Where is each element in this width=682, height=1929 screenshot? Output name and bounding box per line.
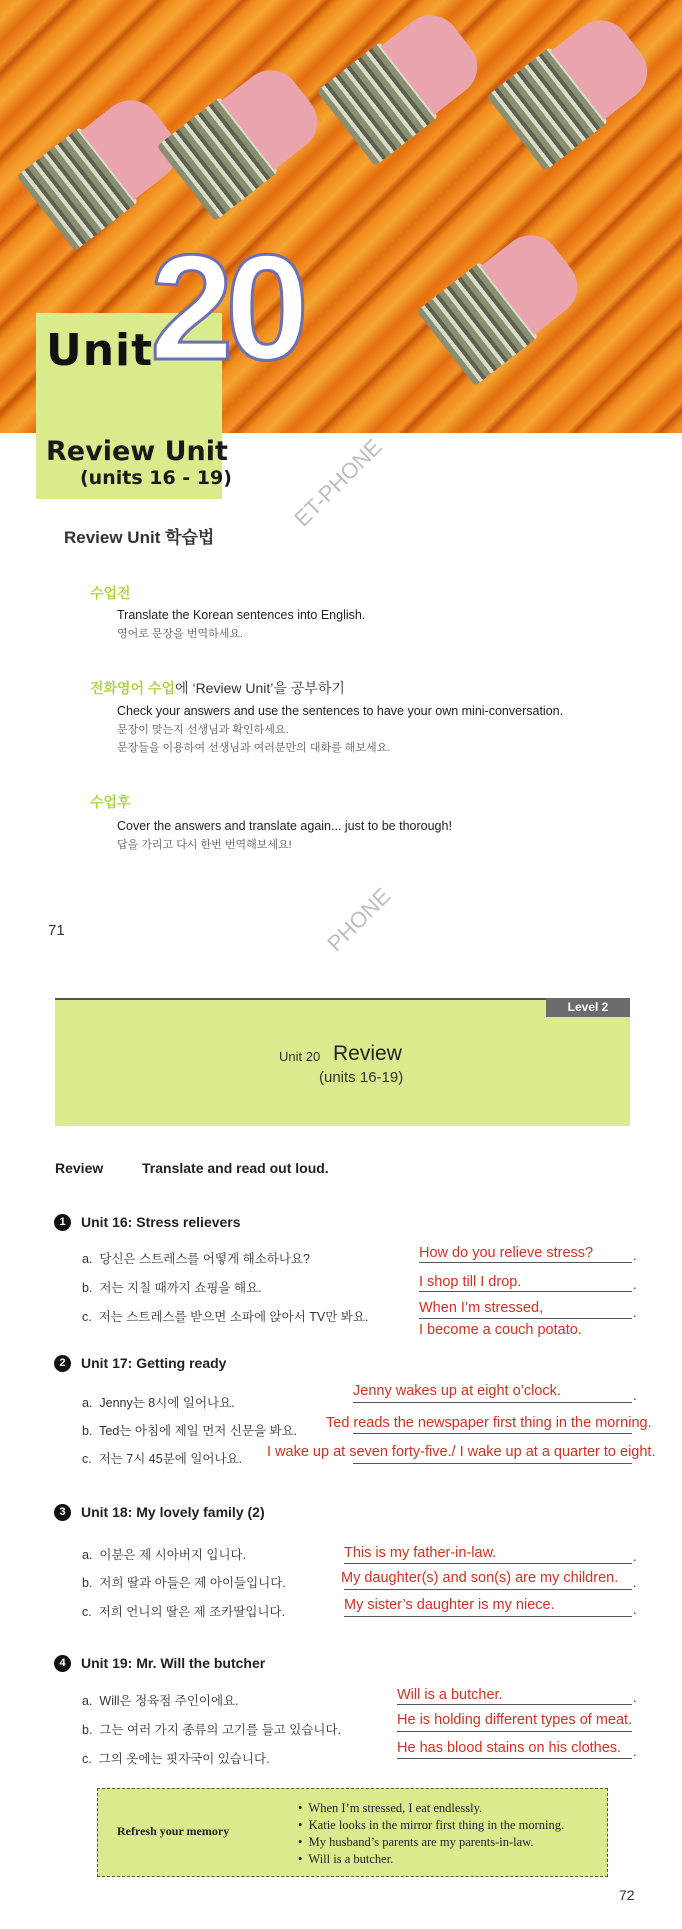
section-title: Unit 16: Stress relievers [81, 1214, 241, 1230]
answer: Will is a butcher. [397, 1687, 503, 1703]
section-title: Unit 19: Mr. Will the butcher [81, 1655, 266, 1671]
question-letter: c. [82, 1605, 92, 1619]
review-instruction: Translate and read out loud. [142, 1160, 329, 1176]
question [82, 1249, 310, 1267]
question [82, 1393, 235, 1411]
question-korean: Will은 정육점 주인이에요. [99, 1694, 239, 1708]
step-heading-before [90, 583, 131, 603]
step-instruction-ko: 문장들을 이용하여 선생님과 여러분만의 대화를 해보세요. [117, 742, 391, 754]
question-letter: a. [82, 1396, 93, 1410]
question-korean: 그의 옷에는 핏자국이 있습니다. [98, 1752, 270, 1766]
answer-period: . [633, 1305, 637, 1320]
review-label: Review [55, 1160, 104, 1176]
refresh-item: • When I’m stressed, I eat endlessly. [298, 1801, 483, 1815]
question-letter: b. [82, 1723, 93, 1737]
answer: I become a couch potato. [419, 1322, 582, 1338]
question [82, 1307, 368, 1325]
watermark: PHONE [322, 883, 396, 957]
answer: My sister’s daughter is my niece. [344, 1597, 555, 1613]
question [82, 1573, 286, 1591]
answer-line [397, 1758, 632, 1759]
refresh-memory-label: Refresh your memory [117, 1824, 230, 1838]
answer-line [419, 1291, 632, 1292]
step-heading-during [90, 678, 345, 698]
question [82, 1720, 341, 1738]
level-badge: Level 2 [546, 998, 630, 1017]
answer-line [344, 1563, 632, 1564]
question [82, 1421, 297, 1439]
question-korean: 저는 7시 45분에 일어나요. [98, 1452, 243, 1466]
step-instruction-ko: 문장이 맞는지 선생님과 확인하세요. [117, 724, 289, 736]
question [82, 1691, 239, 1709]
refresh-item: • Katie looks in the mirror first thing in the morning. [298, 1818, 565, 1832]
question-korean: Ted는 아침에 제일 먼저 신문을 봐요. [99, 1424, 298, 1438]
step-heading-text: 수업후 [90, 794, 131, 810]
question-letter: a. [82, 1548, 93, 1562]
page-number: 72 [619, 1887, 635, 1903]
refresh-item-text: When I’m stressed, I eat endlessly. [308, 1801, 483, 1815]
section-number-badge: 4 [54, 1655, 71, 1672]
question-letter: c. [82, 1452, 92, 1466]
step-heading-after [90, 792, 131, 812]
answer-period: . [633, 1575, 637, 1590]
answer-period: . [633, 1248, 637, 1263]
answer-period: . [633, 1602, 637, 1617]
answer-line [353, 1463, 632, 1464]
page-number: 71 [48, 922, 65, 939]
step-instruction-ko: 답을 가리고 다시 한번 번역해보세요! [117, 839, 292, 851]
answer-line [353, 1402, 632, 1403]
unit-title: Review Unit [46, 436, 228, 467]
answer: I wake up at seven forty-five./ I wake up at a quarter to eight. [267, 1444, 656, 1460]
answer-period: . [633, 1744, 637, 1759]
question-letter: a. [82, 1252, 93, 1266]
header-units: (units 16-19) [319, 1069, 404, 1086]
answer-line [344, 1616, 632, 1617]
unit-label: Unit [46, 325, 154, 376]
step-heading-suffix: 에 ‘Review Unit’을 공부하기 [175, 680, 345, 696]
question-korean: 저는 지칠 때까지 쇼핑을 해요. [99, 1281, 262, 1295]
watermark: ET-PHONE [289, 434, 387, 532]
answer: My daughter(s) and son(s) are my children. [341, 1570, 619, 1586]
answer-period: . [633, 1388, 637, 1403]
answer-line [353, 1433, 632, 1434]
step-heading-text: 수업전 [90, 585, 131, 601]
answer: How do you relieve stress? [419, 1245, 594, 1261]
step-instruction-en: Cover the answers and translate again... just to be thorough! [117, 819, 452, 833]
refresh-item-text: Will is a butcher. [308, 1852, 394, 1866]
question-korean: 이분은 제 시아버지 입니다. [99, 1548, 247, 1562]
answer-line [397, 1704, 632, 1705]
question-korean: 당신은 스트레스를 어떻게 해소하나요? [99, 1252, 310, 1266]
unit-number: 20 [150, 223, 301, 391]
method-title: Review Unit 학습법 [64, 528, 215, 547]
question-korean: 저희 딸과 아들은 제 아이들입니다. [99, 1576, 286, 1590]
answer-line [419, 1262, 632, 1263]
answer: Jenny wakes up at eight o’clock. [353, 1383, 561, 1399]
question-korean: Jenny는 8시에 일어나요. [99, 1396, 235, 1410]
section-title: Unit 17: Getting ready [81, 1355, 227, 1371]
answer-period: . [633, 1690, 637, 1705]
header-title: Review [333, 1042, 402, 1065]
answer: He is holding different types of meat. [397, 1712, 633, 1728]
section-number-badge: 3 [54, 1504, 71, 1521]
answer-period: . [633, 1549, 637, 1564]
step-instruction-ko: 영어로 문장을 번역하세요. [117, 628, 244, 640]
answer: This is my father-in-law. [344, 1545, 497, 1561]
answer-line [419, 1318, 632, 1319]
answer-line [397, 1731, 632, 1732]
question [82, 1449, 242, 1467]
question-korean: 저는 스트레스를 받으면 소파에 앉아서 TV만 봐요. [98, 1310, 369, 1324]
step-instruction-en: Check your answers and use the sentences to have your own mini-conversation. [117, 704, 564, 718]
answer-period: . [633, 1277, 637, 1292]
answer: I shop till I drop. [419, 1274, 522, 1290]
question-letter: a. [82, 1694, 93, 1708]
question [82, 1602, 285, 1620]
header-rule [55, 998, 630, 1000]
answer: He has blood stains on his clothes. [397, 1740, 622, 1756]
unit-subtitle: (units 16 - 19) [80, 467, 232, 489]
question-letter: c. [82, 1752, 92, 1766]
refresh-item: • Will is a butcher. [298, 1852, 394, 1866]
section-number-badge: 1 [54, 1214, 71, 1231]
section-number-badge: 2 [54, 1355, 71, 1372]
question-letter: b. [82, 1424, 93, 1438]
refresh-item-text: Katie looks in the mirror first thing in the morning. [308, 1818, 565, 1832]
section-title: Unit 18: My lovely family (2) [81, 1504, 265, 1520]
question-korean: 그는 여러 가지 종류의 고기를 들고 있습니다. [99, 1723, 342, 1737]
question-korean: 저희 언니의 딸은 제 조카딸입니다. [98, 1605, 286, 1619]
question [82, 1545, 246, 1563]
step-heading-text: 전화영어 수업 [90, 680, 176, 696]
refresh-item-text: My husband’s parents are my parents-in-law. [308, 1835, 534, 1849]
question [82, 1749, 270, 1767]
step-instruction-en: Translate the Korean sentences into English. [117, 608, 366, 622]
answer: Ted reads the newspaper first thing in the morning. [326, 1415, 652, 1431]
answer: When I’m stressed, [419, 1300, 544, 1316]
question [82, 1278, 262, 1296]
question-letter: b. [82, 1281, 93, 1295]
question-letter: b. [82, 1576, 93, 1590]
refresh-item: • My husband’s parents are my parents-in-law. [298, 1835, 534, 1849]
answer-line [344, 1589, 632, 1590]
header-unit: Unit 20 [279, 1049, 321, 1064]
question-letter: c. [82, 1310, 92, 1324]
